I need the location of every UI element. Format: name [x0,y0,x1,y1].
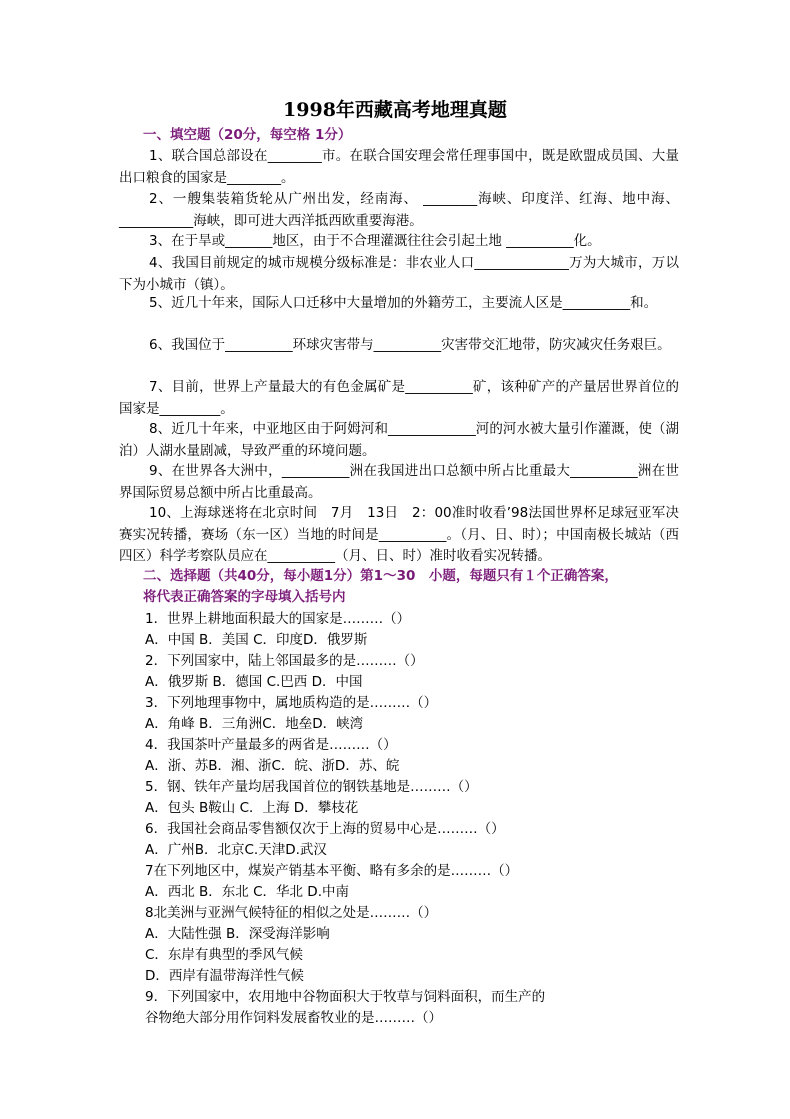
fill-in-question-2: 2、一艘集装箱货轮从广州出发，经南海、 ________海峡、印度洋、红海、地中海、___________海峡，即可进大西洋抵西欧重要海港。 [119,191,679,229]
fill-in-question-6: 6、我国位于__________环球灾害带与__________灾害带交汇地带，防灾减灾任务艰巨。 [149,337,671,353]
section-choice-header-line1: 二、选择题（共40分，每小题1分）第1～30 小题，每题只有１个正确答案， [143,568,618,584]
choice-options-4: A．浙、苏B．湘、浙C．皖、浙D．苏、皖 [145,758,400,774]
choice-question-6: 6．我国社会商品零售额仅次于上海的贸易中心是………（） [145,821,505,837]
choice-options-5: A．包头 B鞍山 C．上海 D．攀枝花 [145,800,359,816]
choice-options-2: A．俄罗斯 B．德国 C.巴西 D．中国 [145,674,363,690]
choice-options-7: A．西北 B．东北 C．华北 D.中南 [145,884,349,900]
choice-question-9-line1: 9．下列国家中，农用地中谷物面积大于牧草与饲料面积，而生产的 [145,989,546,1005]
choice-question-5: 5．钢、铁年产量均居我国首位的钢铁基地是………（） [145,779,478,795]
section-choice-header-line2: 将代表正确答案的字母填入括号内 [143,589,346,605]
section-fill-in-header: 一、填空题（20分，每空格 1分） [143,127,352,143]
choice-options-8-c: C．东岸有典型的季风气候 [145,947,303,963]
choice-question-7: 7在下列地区中，煤炭产销基本平衡、略有多余的是………（） [145,863,519,879]
fill-in-question-4: 4、我国目前规定的城市规模分级标准是：非农业人口______________万为大城市，万以下为小城市（镇）。 [119,255,679,293]
fill-in-question-1: 1、联合国总部设在________市。在联合国安理会常任理事国中，既是欧盟成员国、大量出口粮食的国家是________。 [119,148,679,186]
fill-in-question-10: 10、上海球迷将在北京时间 7月 13日 2：00准时收看’98法国世界杯足球冠亚军决赛实况转播，赛场（东一区）当地的时间是__________。（月、日、时）；中国南极长城站（西四区）科学考察队员应在__________（月、日、时）准时收看实况转播。 [119,505,679,564]
choice-question-8: 8北美洲与亚洲气候特征的相似之处是………（） [145,905,438,921]
choice-options-8-d: D．西岸有温带海洋性气候 [145,968,304,984]
fill-in-question-7: 7、目前，世界上产量最大的有色金属矿是__________矿，该种矿产的产量居世界首位的国家是_________。 [119,379,679,417]
fill-in-question-3: 3、在于旱或_______地区，由于不合理灌溉往往会引起土地 __________化。 [149,233,601,249]
choice-question-4: 4．我国茶叶产量最多的两省是………（） [145,737,397,753]
choice-options-3: A．角峰 B．三角洲C．地垒D．峡湾 [145,716,364,732]
page-title: 1998年西藏高考地理真题 [283,99,507,121]
choice-question-9-line2: 谷物绝大部分用作饲料发展畜牧业的是………（） [145,1010,442,1026]
fill-in-question-8: 8、近几十年来，中亚地区由于阿姆河和_____________河的河水被大量引作灌溉，使（湖泊）人湖水量剧减，导致严重的环境问题。 [119,421,679,459]
choice-question-1: 1．世界上耕地面积最大的国家是………（） [145,611,411,627]
choice-options-8-ab: A．大陆性强 B．深受海洋影响 [145,926,330,942]
fill-in-question-9: 9、在世界各大洲中，__________洲在我国进出口总额中所占比重最大__________洲在世界国际贸易总额中所占比重最高。 [119,463,679,501]
choice-question-3: 3．下列地理事物中，属地质构造的是………（） [145,695,438,711]
choice-options-1: A．中国 B．美国 C．印度D．俄罗斯 [145,632,368,648]
fill-in-question-5: 5、近几十年来，国际人口迁移中大量增加的外籍劳工，主要流人区是__________和。 [149,295,658,311]
choice-question-2: 2．下列国家中，陆上邻国最多的是………（） [145,653,424,669]
choice-options-6: A．广州B．北京C.天津D.武汉 [145,842,327,858]
